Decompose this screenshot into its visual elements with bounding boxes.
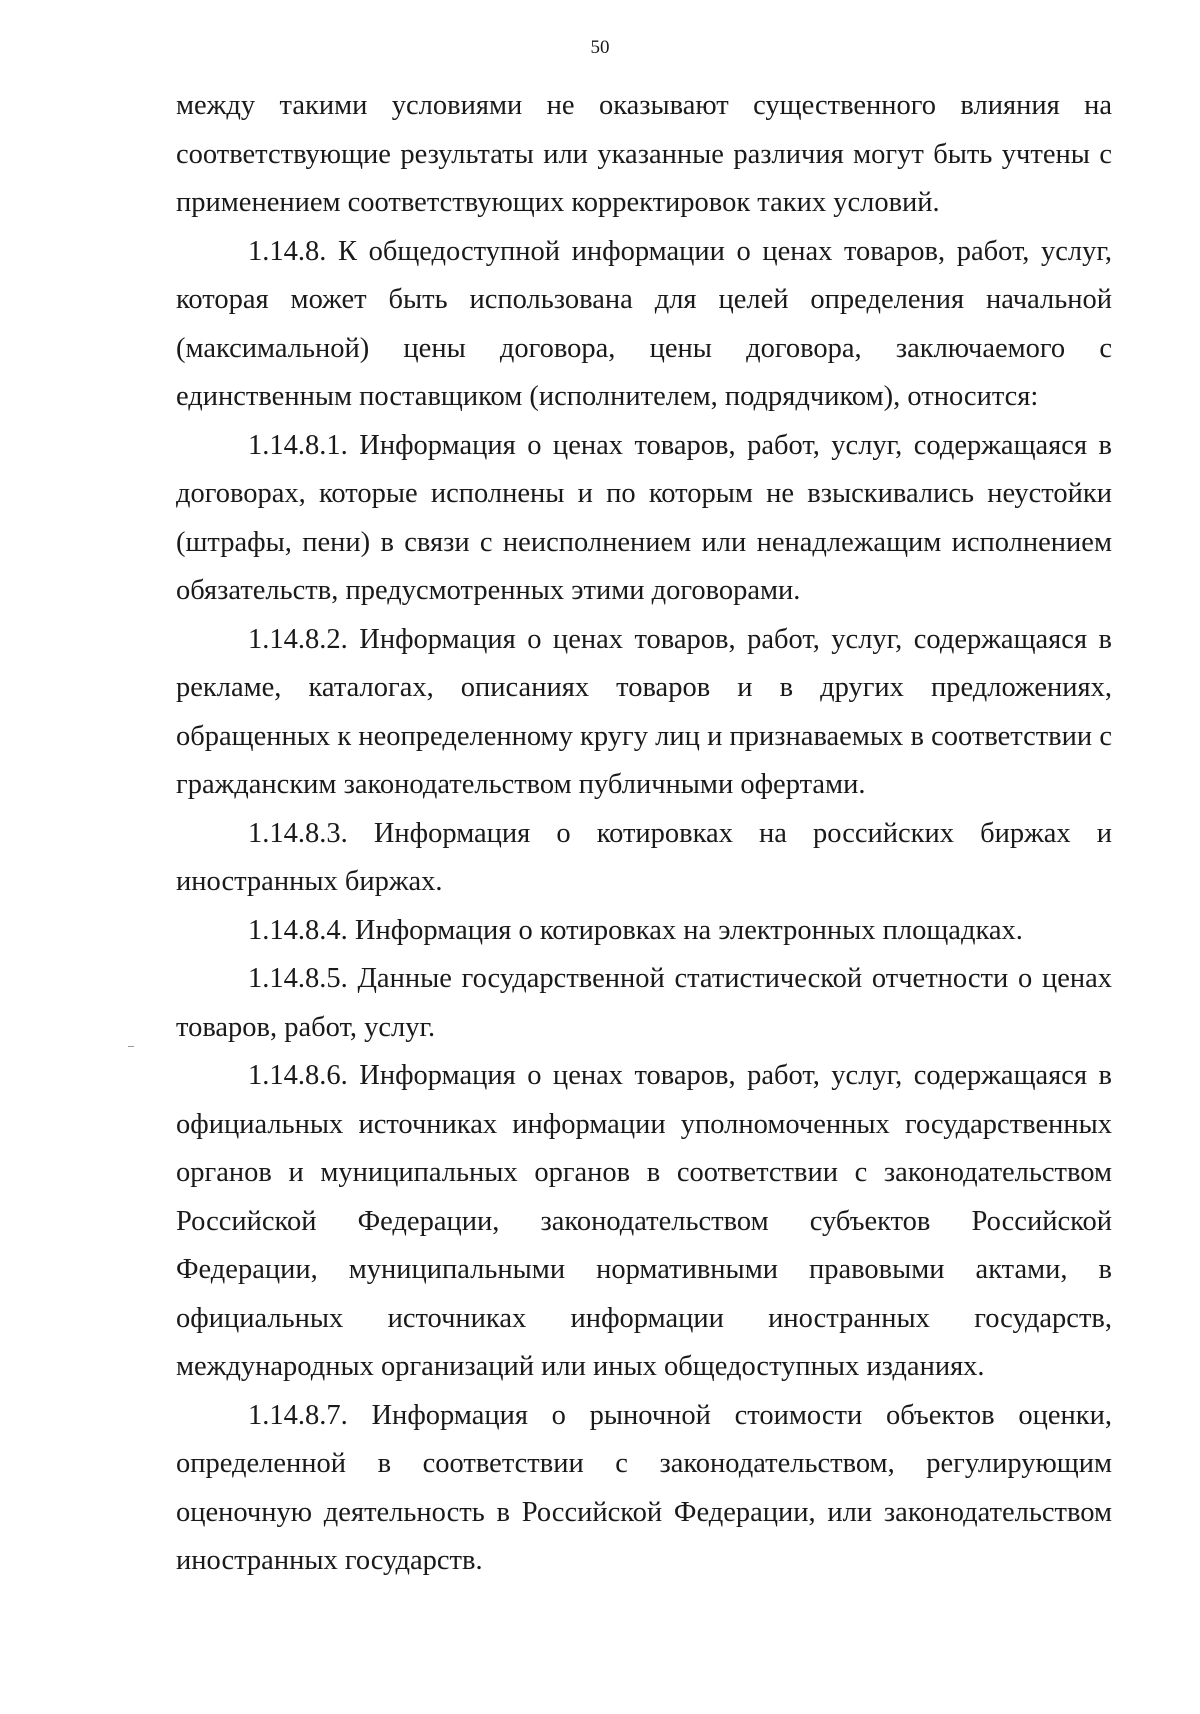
page-number: 50 <box>590 37 610 58</box>
paragraph-clause-1-14-8: 1.14.8. К общедоступной информации о ценах товаров, работ, услуг, которая может быть использована для целей определения начальной (максимальной) цены договора, цены договора, заключаемого с единственным поставщиком (исполнителем, подрядчиком), относится: <box>176 235 1112 412</box>
paragraph-clause-1-14-8-7: 1.14.8.7. Информация о рыночной стоимости объектов оценки, определенной в соответствии с законодательством, регулирующим оценочную деятельность в Российской Федерации, или законодательством иностранных государств. <box>176 1399 1112 1576</box>
document-body <box>176 82 1112 1586</box>
paragraph-clause-1-14-8-1: 1.14.8.1. Информация о ценах товаров, работ, услуг, содержащаяся в договорах, которые исполнены и по которым не взыскивались неустойки (штрафы, пени) в связи с неисполнением или ненадлежащим исполнением обязательств, предусмотренных этими договорами. <box>176 429 1112 606</box>
paragraph-clause-1-14-8-5: 1.14.8.5. Данные государственной статистической отчетности о ценах товаров, работ, услуг. <box>176 963 1112 1043</box>
scan-artifact-mark <box>128 1046 134 1047</box>
paragraph-clause-1-14-8-6: 1.14.8.6. Информация о ценах товаров, работ, услуг, содержащаяся в официальных источниках информации уполномоченных государственных органов и муниципальных органов в соответствии с законодательством Российской Федерации, законодательством субъектов Российской Федерации, муниципальными нормативными правовыми актами, в официальных источниках информации иностранных государств, международных организаций или иных общедоступных изданиях. <box>176 1060 1112 1382</box>
paragraph-continuation: между такими условиями не оказывают существенного влияния на соответствующие результаты или указанные различия могут быть учтены с применением соответствующих корректировок таких условий. <box>176 90 1112 218</box>
paragraph-clause-1-14-8-2: 1.14.8.2. Информация о ценах товаров, работ, услуг, содержащаяся в рекламе, каталогах, описаниях товаров и в других предложениях, обращенных к неопределенному кругу лиц и признаваемых в соответствии с гражданским законодательством публичными офертами. <box>176 623 1112 800</box>
paragraph-clause-1-14-8-3: 1.14.8.3. Информация о котировках на российских биржах и иностранных биржах. <box>176 817 1112 897</box>
paragraph-clause-1-14-8-4: 1.14.8.4. Информация о котировках на электронных площадках. <box>248 914 1023 946</box>
